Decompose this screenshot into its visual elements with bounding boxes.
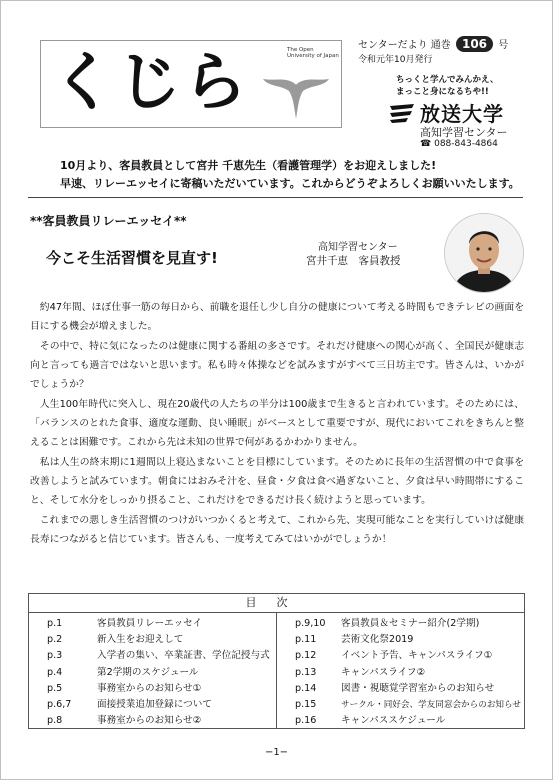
issue-number-badge: 106 bbox=[456, 36, 493, 52]
logo-title: くじら bbox=[51, 45, 249, 120]
toc-page: p.15 bbox=[295, 699, 317, 711]
study-center-name: 高知学習センター bbox=[420, 126, 508, 139]
issue-info bbox=[358, 36, 508, 52]
toc-item[interactable] bbox=[277, 713, 524, 729]
phone-icon: ☎ bbox=[420, 139, 432, 149]
toc-item[interactable] bbox=[277, 632, 524, 648]
toc-title: 面接授業追加登録について bbox=[97, 699, 212, 711]
author-organization: 高知学習センター bbox=[318, 242, 398, 253]
toc-title: 第2学期のスケジュール bbox=[97, 666, 199, 678]
phone-text: 088-843-4864 bbox=[434, 139, 498, 149]
toc-item[interactable] bbox=[277, 616, 524, 632]
essay-paragraph: 私は人生の終末期に1週間以上寝込まないことを目標にしています。そのために長年の生活習慣の中で食事を改善しようと試みています。朝食にはおみそ汁を、昼食・夕食は食べ過ぎないこと、夕食は早い時間帯にすること、そして水分をしっかり摂ること、これだけをできるだけ長く続けようと思っています。 bbox=[30, 457, 524, 506]
divider bbox=[28, 197, 523, 198]
essay-paragraph: 約47年間、ほぼ仕事一筋の毎日から、前職を退任し少し自分の健康について考える時間もできテレビの画面を目にする機会が増えました。 bbox=[30, 302, 524, 332]
toc-page: p.11 bbox=[295, 634, 317, 646]
toc-columns bbox=[29, 613, 524, 729]
table-of-contents bbox=[28, 593, 525, 729]
toc-page: p.1 bbox=[47, 618, 63, 629]
toc-title: 芸術文化祭2019 bbox=[341, 634, 414, 646]
toc-page: p.13 bbox=[295, 666, 317, 678]
toc-item[interactable] bbox=[277, 697, 524, 713]
toc-title: 図書・視聴覚学習室からのお知らせ bbox=[341, 682, 495, 694]
toc-item[interactable] bbox=[29, 648, 276, 664]
toc-title: 客員教員＆セミナー紹介(2学期) bbox=[341, 618, 480, 629]
toc-title: キャンパススケジュール bbox=[341, 715, 446, 727]
page-number: −1− bbox=[264, 747, 289, 758]
issue-date: 令和元年10月発行 bbox=[358, 55, 433, 65]
toc-title: 事務室からのお知らせ① bbox=[97, 682, 202, 694]
catchphrase-line: まっこと身になるちや!! bbox=[396, 87, 489, 97]
series-title: **客員教員リレーエッセイ** bbox=[30, 214, 187, 228]
announcement bbox=[60, 157, 520, 193]
toc-item[interactable] bbox=[277, 648, 524, 664]
toc-page: p.16 bbox=[295, 715, 317, 727]
essay-paragraph: これまでの悪しき生活習慣のつけがいつかくると考えて、これから先、実現可能なことを実行していけば健康長寿につながると信じています。皆さんも、一度考えてみてはいかがでしょうか！ bbox=[30, 515, 524, 545]
toc-page: p.3 bbox=[47, 650, 63, 662]
toc-item[interactable] bbox=[29, 632, 276, 648]
toc-title: 事務室からのお知らせ② bbox=[97, 715, 202, 727]
announcement-line: 早速、リレーエッセイに寄稿いただいています。これからどうぞよろしくお願いいたします。 bbox=[60, 177, 520, 190]
toc-title: イベント予告、キャンパスライフ① bbox=[341, 650, 493, 662]
toc-page: p.6,7 bbox=[47, 699, 72, 711]
university-brand bbox=[388, 98, 504, 127]
catchphrase bbox=[396, 74, 499, 98]
essay-title: 今こそ生活習慣を見直す! bbox=[46, 249, 218, 267]
toc-right-column bbox=[276, 613, 524, 729]
toc-item[interactable] bbox=[29, 665, 276, 681]
author-name: 宮井千恵 客員教授 bbox=[306, 255, 401, 267]
newsletter-logo bbox=[40, 40, 342, 128]
toc-item[interactable] bbox=[29, 697, 276, 713]
logo-subtitle: The Open University of Japan bbox=[287, 47, 339, 59]
toc-page: p.4 bbox=[47, 666, 63, 678]
essay-paragraph: 人生100年時代に突入し、現在20歳代の人たちの半分は100歳まで生きると言われています。そのためには、「バランスのとれた食事、適度な運動、良い睡眠」がベースとして重要ですが、現代においてこれをきちんと整えることは困難です。これから先は未知の世界で何があるかわかりません。 bbox=[30, 399, 524, 448]
issue-prefix: 通巻 bbox=[430, 40, 451, 51]
toc-item[interactable] bbox=[277, 665, 524, 681]
toc-item[interactable] bbox=[29, 616, 276, 632]
toc-page: p.14 bbox=[295, 682, 317, 694]
toc-page: p.12 bbox=[295, 650, 317, 662]
toc-page: p.5 bbox=[47, 682, 63, 694]
issue-suffix: 号 bbox=[498, 40, 509, 51]
catchphrase-line: ちっくと学んでみんかえ、 bbox=[396, 75, 499, 85]
university-name: 放送大学 bbox=[420, 102, 504, 126]
essay-paragraph: その中で、特に気になったのは健康に関する番組の多さです。それだけ健康への関心が高く、全国民が健康志向と言っても過言ではないと思います。私も時々体操などを試みますがすべて三日坊主です。皆さんは、いかがでしょうか？ bbox=[30, 341, 524, 390]
toc-left-column bbox=[29, 613, 276, 729]
toc-item[interactable] bbox=[277, 681, 524, 697]
toc-title: 新入生をお迎えして bbox=[97, 634, 184, 646]
toc-title: 客員教員リレーエッセイ bbox=[97, 618, 203, 629]
author-photo bbox=[444, 213, 524, 293]
toc-page: p.9,10 bbox=[295, 618, 326, 629]
toc-page: p.8 bbox=[47, 715, 63, 727]
center-label: センターだより bbox=[358, 40, 428, 51]
toc-item[interactable] bbox=[29, 713, 276, 729]
toc-item[interactable] bbox=[29, 681, 276, 697]
announcement-line: 10月より、客員教員として宮井 千恵先生（看護管理学）をお迎えしました! bbox=[60, 159, 437, 172]
toc-title: 入学者の集い、卒業証書、学位記授与式 bbox=[97, 650, 270, 662]
author-portrait-icon bbox=[445, 214, 523, 292]
university-logo-icon bbox=[388, 102, 416, 124]
toc-title: キャンパスライフ② bbox=[341, 666, 426, 678]
essay-body bbox=[30, 298, 524, 550]
toc-page: p.2 bbox=[47, 634, 63, 646]
toc-heading: 目次 bbox=[29, 594, 524, 613]
whale-tail-icon bbox=[261, 61, 331, 121]
phone-number bbox=[420, 139, 498, 149]
toc-title: サークル・同好会、学友同窓会からのお知らせ bbox=[341, 700, 521, 711]
